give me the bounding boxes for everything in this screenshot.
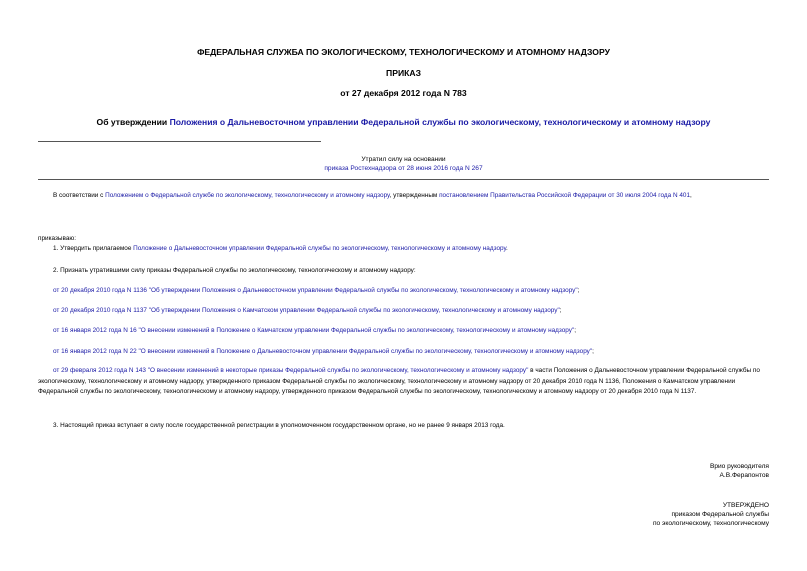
item-2-paragraph: 2. Признать утратившими силу приказы Федеральной службы по экологическому, технологическому и атомному надзору:: [53, 267, 416, 274]
status-note-link-line: [0, 165, 807, 172]
government-decree-link[interactable]: постановлением Правительства Российской Федерации от 30 июля 2004 года N 401: [439, 192, 691, 199]
intro-text-3: ,: [690, 192, 692, 199]
far-east-regulation-link[interactable]: Положение о Дальневосточном управлении Федеральной службы по экологическому, технологическому и атомному надзору: [133, 245, 507, 252]
item-1-paragraph: [38, 243, 769, 254]
repealed-order-1136: [38, 285, 769, 296]
order-22-link[interactable]: от 16 января 2012 года N 22 "О внесении изменений в Положение о Дальневосточном управлении Федеральной службы по экологическому, технологическому и атомному надзору": [53, 348, 593, 355]
order-22-end: ;: [592, 348, 594, 355]
item-1-end: .: [506, 245, 508, 252]
orders-paragraph: приказываю:: [38, 235, 76, 242]
repealed-order-22: [38, 346, 769, 357]
order-16-end: ;: [574, 327, 577, 334]
intro-text-1: В соответствии с: [53, 192, 106, 199]
divider-short: [38, 141, 321, 142]
order-1137-end: ;: [559, 307, 562, 314]
document-date-number: от 27 декабря 2012 года N 783: [340, 88, 467, 98]
order-143-text: в части Положения о Дальневосточном управлении Федеральной службы по экологическому, технологическому и атомному надзору, утвержденного приказом Федеральной службы по экологическому, технологическому и атомному надзору от 20 декабря 2010 года N 1136, Положения о Камчатском управлении Федеральной службы по экологическому, технологическому и атомному надзору, утвержденного приказом Федеральной службы по экологическому, технологическому и атомному надзору от 20 декабря 2010 года N 1137.: [38, 367, 760, 395]
signature-block: [710, 462, 769, 480]
order-143-link[interactable]: от 29 февраля 2012 года N 143 "О внесении изменений в некоторые приказы Федеральной службы по экологическому, технологическому и атомному надзору": [53, 367, 529, 374]
order-1137-link[interactable]: от 20 декабря 2010 года N 1137 "Об утверждении Положения о Камчатском управлении Федеральной службы по экологическому, технологическому и атомному надзору": [53, 307, 560, 314]
document-type-heading: ПРИКАЗ: [386, 68, 421, 78]
order-1136-link[interactable]: от 20 декабря 2010 года N 1136 "Об утверждении Положения о Дальневосточном управлении Федеральной службы по экологическому, технологическому и атомному надзору": [53, 287, 578, 294]
approval-line-1: УТВЕРЖДЕНО: [722, 502, 769, 509]
signatory-name: А.В.Ферапонтов: [719, 472, 769, 479]
agency-heading: ФЕДЕРАЛЬНАЯ СЛУЖБА ПО ЭКОЛОГИЧЕСКОМУ, ТЕХНОЛОГИЧЕСКОМУ И АТОМНОМУ НАДЗОРУ: [197, 47, 610, 57]
signatory-role: Врио руководителя: [709, 463, 769, 470]
intro-paragraph: [38, 190, 769, 201]
item-3-paragraph: 3. Настоящий приказ вступает в силу после государственной регистрации в уполномоченном государственном органе, но не ранее 9 января 2013 года.: [53, 422, 505, 429]
service-regulation-link[interactable]: Положением о Федеральной службе по экологическому, технологическому и атомному надзору: [105, 192, 390, 199]
approval-line-2: приказом Федеральной службы: [671, 511, 769, 518]
approval-block: [653, 501, 769, 528]
repealed-order-16: [38, 325, 769, 336]
repealing-order-link[interactable]: приказа Ростехнадзора от 28 июня 2016 года N 267: [324, 165, 483, 172]
repealed-order-143: [38, 366, 769, 398]
intro-text-2: , утвержденным: [389, 192, 440, 199]
item-1-text: 1. Утвердить прилагаемое: [53, 245, 134, 252]
divider-long: [38, 179, 769, 180]
document-title: [0, 117, 807, 127]
order-16-link[interactable]: от 16 января 2012 года N 16 "О внесении изменений в Положение о Камчатском управлении Федеральной службы по экологическому, технологическому и атомному надзору": [53, 327, 575, 334]
repealed-order-1137: [38, 305, 769, 316]
title-regulation-link[interactable]: Положения о Дальневосточном управлении Федеральной службы по экологическому, технологическому и атомному надзору: [169, 117, 711, 127]
title-prefix: Об утверждении: [96, 117, 170, 127]
order-1136-end: ;: [577, 287, 580, 294]
status-note: Утратил силу на основании: [361, 156, 446, 163]
approval-line-3: по экологическому, технологическому: [652, 520, 769, 527]
